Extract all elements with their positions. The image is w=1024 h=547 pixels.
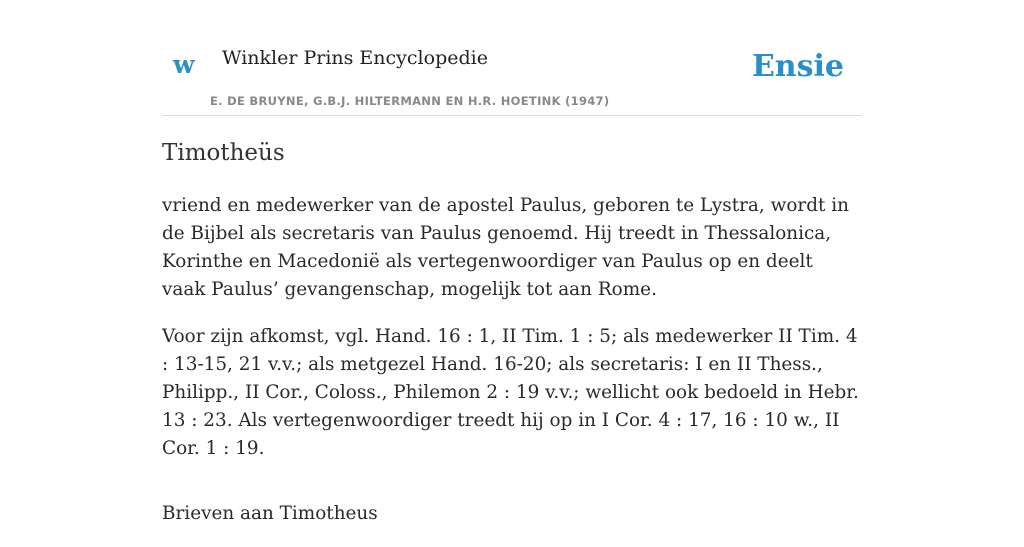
source-title[interactable]: Winkler Prins Encyclopedie [222,47,488,69]
article-body [162,192,862,547]
article-paragraph: Voor zijn afkomst, vgl. Hand. 16 : 1, II Tim. 1 : 5; als medewerker II Tim. 4 : 13-15, 21 v.v.; als metgezel Hand. 16-20; als secretaris: I en II Thess., Philipp., II Cor., Coloss., Philemon 2 : 19 v.v.; wellicht ook bedoeld in Hebr. 13 : 23. Als vertegenwoordiger treedt hij op in I Cor. 4 : 17, 16 : 10 w., II Cor. 1 : 19. [162,326,859,459]
source-logo-icon[interactable]: w [173,50,195,79]
see-also-link[interactable]: Brieven aan Timotheus [162,503,378,524]
article-paragraph: vriend en medewerker van de apostel Paulus, geboren te Lystra, wordt in de Bijbel als secretaris van Paulus genoemd. Hij treedt in Thessalonica, Korinthe en Macedonië als vertegenwoordiger van Paulus op en deelt vaak Paulus’ gevangenschap, mogelijk tot aan Rome. [162,195,849,300]
article-title: Timotheüs [162,140,285,166]
source-authors: E. DE BRUYNE, G.B.J. HILTERMANN EN H.R. HOETINK (1947) [210,94,610,108]
brand-logo[interactable]: Ensie [751,49,844,84]
page-header [162,0,862,116]
